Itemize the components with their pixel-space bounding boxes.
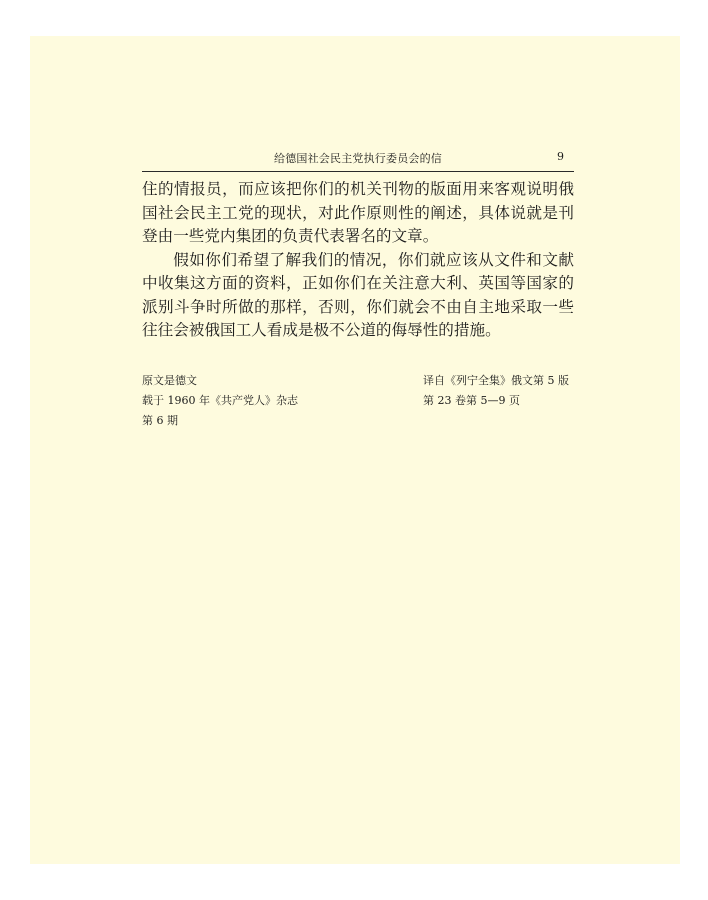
source-notes-original — [142, 371, 362, 431]
running-header — [142, 149, 574, 172]
note-line: 第 6 期 — [142, 414, 178, 427]
note-line: 原文是德文 — [142, 374, 197, 387]
note-line: 载于 1960 年《共产党人》杂志 — [142, 394, 298, 407]
paragraph: 住的情报员，而应该把你们的机关刊物的版面用来客观说明俄国社会民主工党的现状，对此作原则性的阐述，具体说就是刊登由一些党内集团的负责代表署名的文章。 — [142, 180, 574, 245]
paragraph: 假如你们希望了解我们的情况，你们就应该从文件和文献中收集这方面的资料，正如你们在关注意大利、英国等国家的派别斗争时所做的那样，否则，你们就会不由自主地采取一些往往会被俄国工人看成是极不公道的侮辱性的措施。 — [142, 250, 574, 339]
header-title: 给德国社会民主党执行委员会的信 — [274, 152, 442, 165]
note-line: 译自《列宁全集》俄文第 5 版 — [423, 374, 569, 387]
note-line: 第 23 卷第 5—9 页 — [423, 394, 520, 407]
page-number: 9 — [557, 150, 564, 163]
source-notes-translation — [423, 371, 583, 411]
body-text — [142, 178, 574, 343]
document-page — [30, 36, 680, 864]
